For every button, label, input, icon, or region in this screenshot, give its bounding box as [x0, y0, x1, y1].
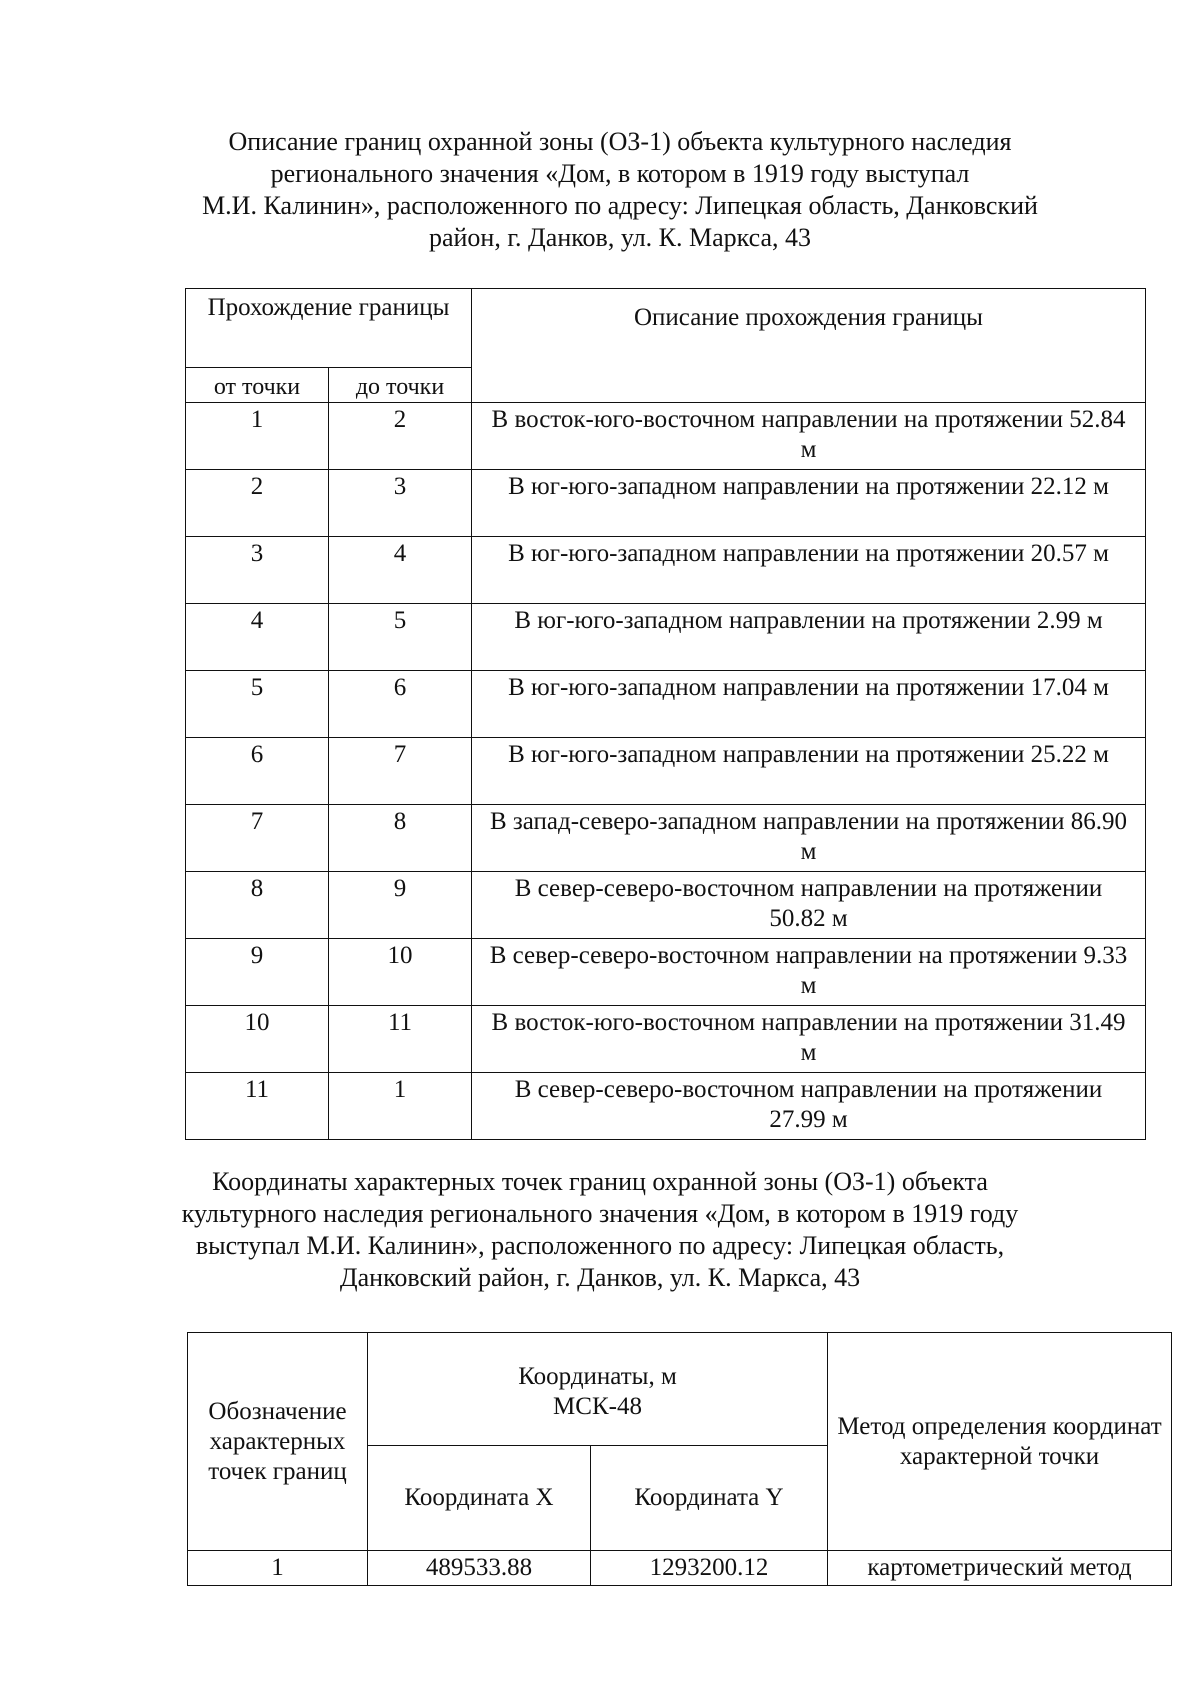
title-line: Координаты характерных точек границ охранной зоны (ОЗ-1) объекта	[212, 1167, 988, 1196]
to-point: 7	[329, 738, 472, 805]
table-row	[186, 671, 1146, 738]
table-row	[186, 738, 1146, 805]
coordinate-x: 489533.88	[368, 1551, 591, 1586]
from-point: 6	[186, 738, 329, 805]
title-line: культурного наследия регионального значения «Дом, в котором в 1919 году	[181, 1199, 1019, 1228]
boundary-description: В запад-северо-западном направлении на протяжении 86.90 м	[472, 805, 1146, 872]
header-to-point: до точки	[329, 368, 472, 403]
boundary-description: В север-северо-восточном направлении на протяжении 9.33 м	[472, 939, 1146, 1006]
header-coordinate-x: Координата X	[368, 1446, 591, 1551]
to-point: 1	[329, 1073, 472, 1140]
determination-method: картометрический метод	[828, 1551, 1172, 1586]
to-point: 6	[329, 671, 472, 738]
title-line: М.И. Калинин», расположенного по адресу: Липецкая область, Данковский	[202, 191, 1038, 220]
boundary-description: В юг-юго-западном направлении на протяжении 17.04 м	[472, 671, 1146, 738]
table-row	[188, 1551, 1172, 1586]
boundary-passage-table	[185, 288, 1146, 1140]
to-point: 8	[329, 805, 472, 872]
table-row	[186, 604, 1146, 671]
header-coordinates-label: Координаты, м	[518, 1363, 677, 1390]
table-row	[186, 537, 1146, 604]
boundary-description: В восток-юго-восточном направлении на протяжении 52.84 м	[472, 403, 1146, 470]
from-point: 11	[186, 1073, 329, 1140]
title-line: район, г. Данков, ул. К. Маркса, 43	[428, 223, 812, 252]
table-row	[186, 403, 1146, 470]
from-point: 7	[186, 805, 329, 872]
header-coordinates	[368, 1333, 828, 1446]
to-point: 2	[329, 403, 472, 470]
title-line: выступал М.И. Калинин», расположенного по адресу: Липецкая область,	[195, 1231, 1005, 1260]
boundary-description: В север-северо-восточном направлении на протяжении 27.99 м	[472, 1073, 1146, 1140]
boundary-description: В юг-юго-западном направлении на протяжении 22.12 м	[472, 470, 1146, 537]
from-point: 3	[186, 537, 329, 604]
table-row	[186, 1073, 1146, 1140]
to-point: 3	[329, 470, 472, 537]
header-description: Описание прохождения границы	[472, 289, 1146, 403]
header-coordinate-system: МСК-48	[553, 1393, 642, 1420]
boundary-description: В восток-юго-восточном направлении на протяжении 31.49 м	[472, 1006, 1146, 1073]
coordinate-y: 1293200.12	[591, 1551, 828, 1586]
to-point: 10	[329, 939, 472, 1006]
header-boundary-passage: Прохождение границы	[186, 289, 472, 368]
from-point: 1	[186, 403, 329, 470]
table-row	[186, 939, 1146, 1006]
boundary-description-title	[200, 126, 1040, 254]
table-row	[186, 470, 1146, 537]
from-point: 4	[186, 604, 329, 671]
table-row	[186, 1006, 1146, 1073]
header-point-designation: Обозначение характерных точек границ	[188, 1333, 368, 1551]
point-designation: 1	[188, 1551, 368, 1586]
from-point: 8	[186, 872, 329, 939]
from-point: 10	[186, 1006, 329, 1073]
to-point: 9	[329, 872, 472, 939]
from-point: 2	[186, 470, 329, 537]
coordinates-title	[160, 1166, 1040, 1294]
coordinates-table	[187, 1332, 1172, 1586]
to-point: 11	[329, 1006, 472, 1073]
title-line: регионального значения «Дом, в котором в 1919 году выступал	[270, 159, 970, 188]
header-method: Метод определения координат характерной точки	[828, 1333, 1172, 1551]
to-point: 5	[329, 604, 472, 671]
from-point: 5	[186, 671, 329, 738]
to-point: 4	[329, 537, 472, 604]
title-line: Описание границ охранной зоны (ОЗ-1) объекта культурного наследия	[228, 127, 1012, 156]
from-point: 9	[186, 939, 329, 1006]
table-row	[186, 872, 1146, 939]
header-from-point: от точки	[186, 368, 329, 403]
title-line: Данковский район, г. Данков, ул. К. Маркса, 43	[339, 1263, 861, 1292]
table-row	[186, 805, 1146, 872]
header-coordinate-y: Координата Y	[591, 1446, 828, 1551]
boundary-description: В юг-юго-западном направлении на протяжении 25.22 м	[472, 738, 1146, 805]
boundary-description: В север-северо-восточном направлении на протяжении 50.82 м	[472, 872, 1146, 939]
boundary-description: В юг-юго-западном направлении на протяжении 2.99 м	[472, 604, 1146, 671]
boundary-description: В юг-юго-западном направлении на протяжении 20.57 м	[472, 537, 1146, 604]
